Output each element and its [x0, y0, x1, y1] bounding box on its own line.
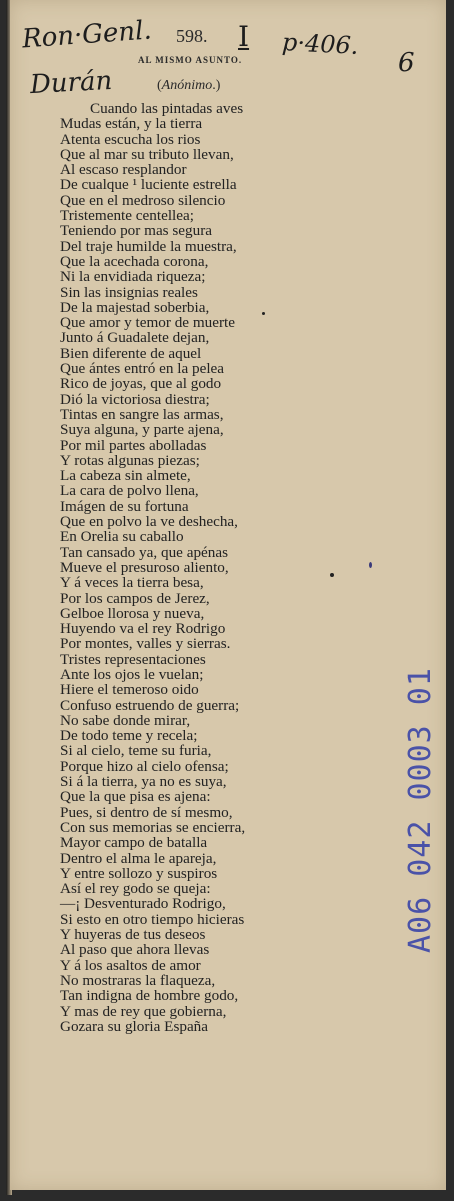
poem-line: Pues, si dentro de sí mesmo, — [60, 803, 233, 821]
poem-line: Si esto en otro tiempo hicieras — [60, 910, 245, 928]
handwritten-corner-mark: 6 — [398, 48, 415, 78]
poem-line: Y mas de rey que gobierna, — [60, 1002, 227, 1020]
poem-line: Suya alguna, y parte ajena, — [60, 421, 224, 439]
handwritten-page-reference: p·406. — [281, 28, 360, 60]
ink-speck — [262, 312, 265, 315]
poem-line: —¡ Desventurado Rodrigo, — [60, 895, 226, 913]
poem-line: La cabeza sin almete, — [60, 467, 191, 485]
poem-line: Ante los ojos le vuelan; — [60, 665, 204, 683]
poem-line: Dentro el alma le apareja, — [60, 849, 217, 867]
handwritten-roman-numeral: I — [238, 20, 250, 53]
poem-line: Tintas en sangre las armas, — [60, 405, 224, 423]
author-open-paren: ( — [157, 78, 162, 93]
poem-line: Bien diferente de aquel — [60, 344, 202, 362]
poem-line: Huyendo va el rey Rodrigo — [60, 620, 226, 638]
poem-line: De la majestad soberbia, — [60, 298, 210, 316]
archive-stamp — [388, 553, 438, 953]
poem-line: Y entre sollozo y suspiros — [60, 864, 218, 882]
ink-speck — [369, 562, 372, 568]
poem-line: La cara de polvo llena, — [60, 482, 199, 500]
poem-line: Por montes, valles y sierras. — [60, 635, 231, 653]
poem-line: Y á veces la tierra besa, — [60, 574, 204, 592]
poem-line: De todo teme y recela; — [60, 727, 198, 745]
poem-line: Rico de joyas, que al godo — [60, 375, 222, 393]
poem-line: Tristemente centellea; — [60, 207, 194, 225]
poem-line: Por los campos de Jerez, — [60, 589, 210, 607]
poem-line: Con sus memorias se encierra, — [60, 818, 246, 836]
ink-speck — [330, 573, 334, 577]
poem-line: Gelboe llorosa y nueva, — [60, 604, 205, 622]
poem-line: Junto á Guadalete dejan, — [60, 329, 210, 347]
poem-line: Teniendo por mas segura — [60, 222, 213, 240]
poem-line: Mudas están, y la tierra — [60, 115, 203, 133]
poem-line: Ni la envidiada riqueza; — [60, 268, 206, 286]
poem-line: Dió la victoriosa diestra; — [60, 390, 210, 408]
author-name: Anónimo — [161, 78, 213, 93]
archive-stamp-code: A06 042 0003 01 — [403, 667, 438, 953]
poem-line: Mayor campo de batalla — [60, 834, 208, 852]
poem-line: Hiere el temeroso oido — [60, 681, 199, 699]
poem-line: Al paso que ahora llevas — [60, 941, 210, 959]
poem-line: No mostraras la flaqueza, — [60, 971, 216, 989]
poem-line: Sin las insignias reales — [60, 283, 198, 301]
handwritten-name: Durán — [29, 65, 113, 101]
poem-line: Al escaso resplandor — [60, 161, 187, 179]
poem-line: Del traje humilde la muestra, — [60, 237, 237, 255]
poem-line: No sabe donde mirar, — [60, 711, 191, 729]
poem-line: Que ántes entró en la pelea — [60, 360, 225, 378]
poem-line: Y á los asaltos de amor — [60, 956, 201, 974]
poem-line: Tan cansado ya, que apénas — [60, 543, 229, 561]
poem-line: Que la acechada corona, — [60, 252, 209, 270]
poem-line: Si á la tierra, ya no es suya, — [60, 773, 227, 791]
poem-line: Cuando las pintadas aves — [90, 100, 244, 117]
poem-line: Así el rey godo se queja: — [60, 880, 211, 898]
poem-line: Y rotas algunas piezas; — [60, 451, 200, 469]
poem-line: Que la que pisa es ajena: — [60, 788, 211, 806]
poem-line: Y huyeras de tus deseos — [60, 926, 206, 944]
poem-line: Gozara su gloria España — [60, 1017, 209, 1035]
poem-line: Imágen de su fortuna — [60, 497, 189, 515]
poem-line: Porque hizo al cielo ofensa; — [60, 757, 229, 775]
poem-line: Tristes representaciones — [60, 650, 206, 668]
poem-line: Que en polvo la ve deshecha, — [60, 513, 238, 531]
poem-line: De cualque ¹ luciente estrella — [60, 176, 237, 194]
poem-line: Atenta escucha los rios — [60, 130, 201, 148]
poem-line: Tan indigna de hombre godo, — [60, 987, 239, 1005]
poem-line: Que en el medroso silencio — [60, 191, 226, 209]
piece-number: 598. — [176, 26, 208, 46]
poem-line: Por mil partes abolladas — [60, 436, 207, 454]
poem-line: Que al mar su tributo llevan, — [60, 145, 234, 163]
poem-line: Si al cielo, teme su furia, — [60, 742, 212, 760]
poem-line: Mueve el presuroso aliento, — [60, 558, 229, 576]
poem-text — [60, 101, 330, 1034]
poem-line: En Orelia su caballo — [60, 528, 184, 546]
poem-line: Confuso estruendo de guerra; — [60, 696, 240, 714]
piece-title: AL MISMO ASUNTO. — [138, 55, 243, 65]
piece-author — [157, 78, 220, 94]
author-close-paren: .) — [212, 78, 221, 93]
handwritten-note-top-left: Ron·Genl. — [21, 15, 153, 55]
poem-line: Que amor y temor de muerte — [60, 314, 236, 332]
